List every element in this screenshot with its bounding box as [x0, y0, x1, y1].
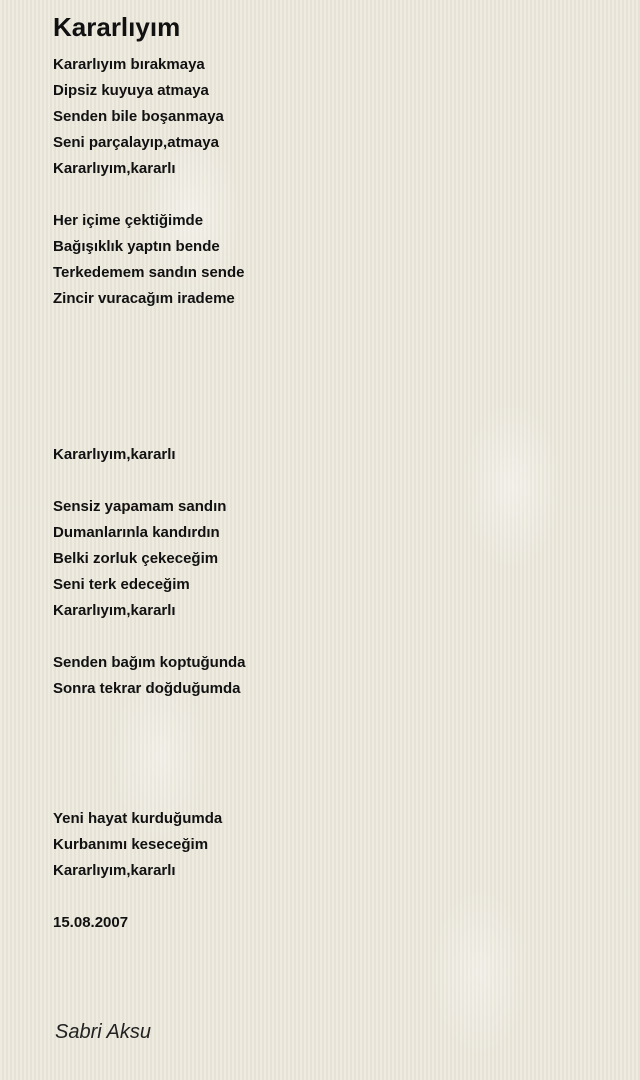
poem-blank-line — [53, 702, 613, 728]
poem-line: Seni terk edeceğim — [53, 576, 190, 593]
poem-blank-line — [53, 624, 613, 650]
poem-blank-line — [53, 182, 613, 208]
poem-author: Sabri Aksu — [55, 1021, 151, 1043]
poem-line: Yeni hayat kurduğumda — [53, 810, 223, 827]
poem-blank-line — [53, 390, 613, 416]
poem-blank-line — [53, 364, 613, 390]
poem-line: Belki zorluk çekeceğim — [53, 550, 219, 567]
poem-date: 15.08.2007 — [53, 914, 129, 931]
poem-line: Kurbanımı keseceğim — [53, 836, 209, 853]
poem-line: Kararlıyım bırakmaya — [53, 56, 205, 73]
poem-title: Kararlıyım — [53, 12, 181, 42]
poem-container — [53, 10, 613, 936]
poem-blank-line — [53, 312, 613, 338]
poem-line: Seni parçalayıp,atmaya — [53, 134, 219, 151]
poem-line: Sensiz yapamam sandın — [53, 498, 227, 515]
poem-line: Zincir vuracağım irademe — [53, 290, 235, 307]
poem-line: Dumanlarınla kandırdın — [53, 524, 220, 541]
poem-line: Senden bile boşanmaya — [53, 108, 224, 125]
poem-line: Kararlıyım,kararlı — [53, 446, 176, 463]
poem-line: Bağışıklık yaptın bende — [53, 238, 220, 255]
poem-line: Her içime çektiğimde — [53, 212, 204, 229]
poem-line: Terkedemem sandın sende — [53, 264, 245, 281]
poem-line: Senden bağım koptuğunda — [53, 654, 246, 671]
poem-blank-line — [53, 754, 613, 780]
poem-body — [53, 52, 613, 936]
poem-blank-line — [53, 728, 613, 754]
poem-line: Kararlıyım,kararlı — [53, 862, 176, 879]
poem-blank-line — [53, 780, 613, 806]
poem-blank-line — [53, 338, 613, 364]
poem-blank-line — [53, 884, 613, 910]
poem-line: Kararlıyım,kararlı — [53, 160, 176, 177]
poem-blank-line — [53, 416, 613, 442]
poem-line: Kararlıyım,kararlı — [53, 602, 176, 619]
poem-blank-line — [53, 468, 613, 494]
poem-line: Sonra tekrar doğduğumda — [53, 680, 241, 697]
poem-line: Dipsiz kuyuya atmaya — [53, 82, 209, 99]
